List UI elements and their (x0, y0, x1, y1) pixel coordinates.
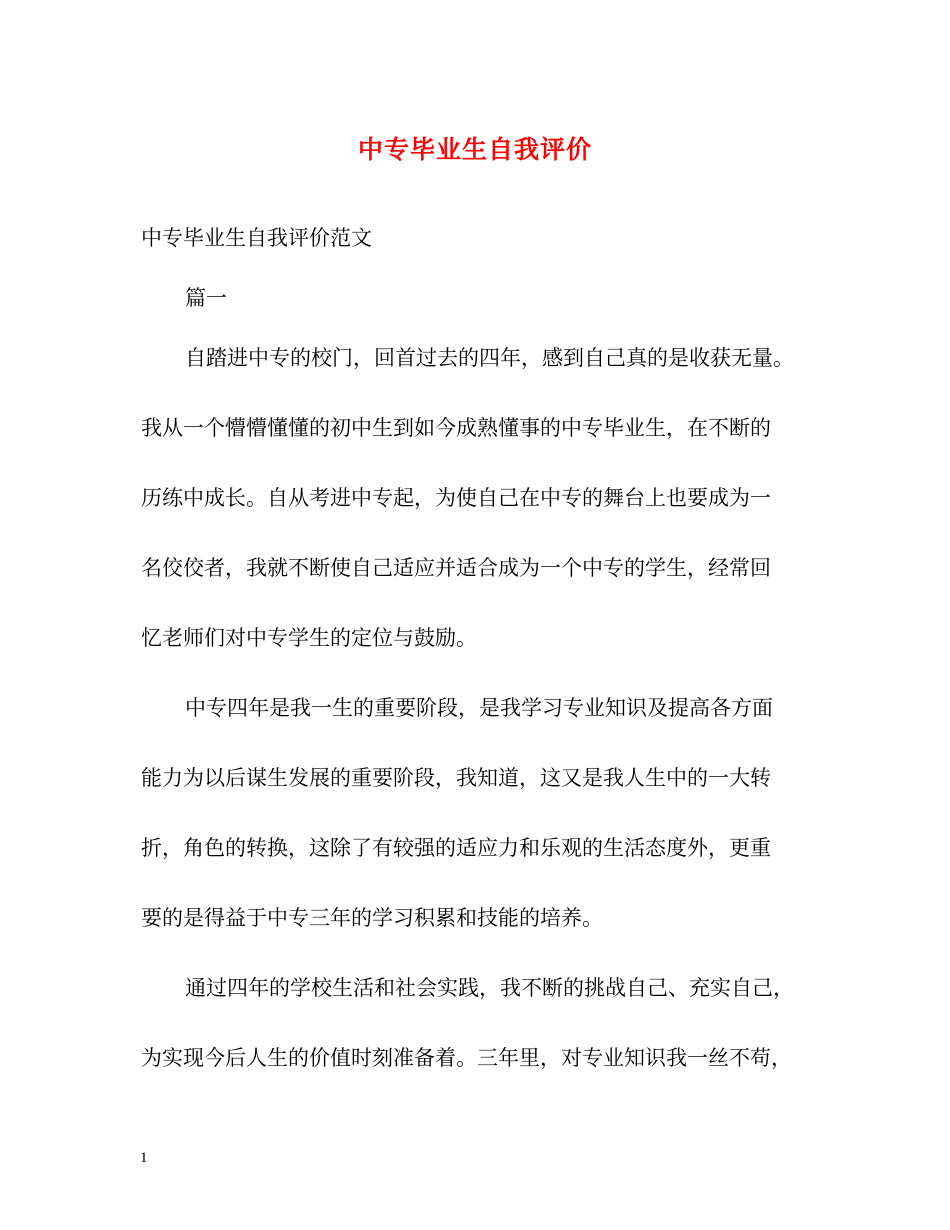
document-subtitle: 中专毕业生自我评价范文 (141, 226, 372, 250)
page-number: 1 (140, 1150, 148, 1166)
paragraph-line: 折，角色的转换，这除了有较强的适应力和乐观的生活态度外，更重 (141, 836, 771, 860)
paragraph-line: 为实现今后人生的价值时刻准备着。三年里，对专业知识我一丝不苟， (141, 1046, 792, 1070)
document-title: 中专毕业生自我评价 (357, 135, 592, 164)
paragraph-line: 忆老师们对中专学生的定位与鼓励。 (141, 626, 477, 650)
paragraph-line: 要的是得益于中专三年的学习积累和技能的培养。 (141, 906, 603, 930)
paragraph-line: 历练中成长。自从考进中专起，为使自己在中专的舞台上也要成为一 (141, 486, 771, 510)
paragraph-line: 我从一个懵懵懂懂的初中生到如今成熟懂事的中专毕业生，在不断的 (141, 416, 771, 440)
paragraph-line: 自踏进中专的校门，回首过去的四年，感到自己真的是收获无量。 (185, 346, 794, 370)
paragraph-line: 通过四年的学校生活和社会实践，我不断的挑战自己、充实自己， (185, 976, 794, 1000)
paragraph-line: 能力为以后谋生发展的重要阶段，我知道，这又是我人生中的一大转 (141, 766, 771, 790)
paragraph-line: 中专四年是我一生的重要阶段，是我学习专业知识及提高各方面 (185, 696, 773, 720)
section-heading: 篇一 (185, 286, 227, 310)
paragraph-line: 名佼佼者，我就不断使自己适应并适合成为一个中专的学生，经常回 (141, 556, 771, 580)
